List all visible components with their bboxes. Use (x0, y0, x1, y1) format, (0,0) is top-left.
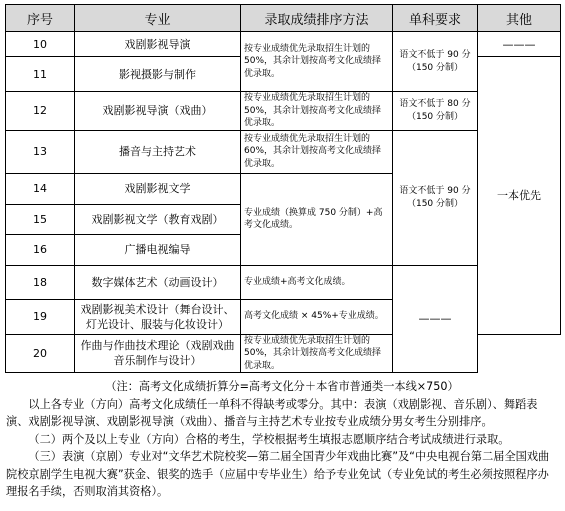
method-cell: 高考文化成绩 × 45%+专业成绩。 (241, 299, 393, 334)
row-major: 戏剧影视文学 (75, 173, 241, 204)
note-paragraph-2: （二）两个及以上专业（方向）合格的考生，学校根据考生填报志愿顺序结合考试成绩进行录取。 (28, 432, 510, 446)
table-row (6, 92, 561, 131)
row-number: 13 (6, 130, 75, 173)
requirement-cell: 语文不低于 80 分（150 分制） (393, 92, 478, 131)
method-cell: 专业成绩（换算成 750 分制）+高考文化成绩。 (241, 173, 393, 265)
row-number: 11 (6, 57, 75, 92)
row-number: 16 (6, 234, 75, 265)
row-number: 12 (6, 92, 75, 131)
row-major: 数字媒体艺术（动画设计） (75, 265, 241, 299)
row-number: 18 (6, 265, 75, 299)
row-number: 10 (6, 32, 75, 57)
header-major: 专业 (75, 5, 241, 32)
row-number: 20 (6, 334, 75, 373)
notes-section (6, 378, 558, 501)
requirement-dash: ——— (393, 265, 478, 373)
method-cell: 按专业成绩优先录取招生计划的 50%，其余计划按高考文化成绩择优录取。 (241, 32, 393, 92)
method-cell: 按专业成绩优先录取招生计划的 50%，其余计划按高考文化成绩择优录取。 (241, 334, 393, 373)
row-major: 播音与主持艺术 (75, 130, 241, 173)
method-cell: 专业成绩+高考文化成绩。 (241, 265, 393, 299)
header-method: 录取成绩排序方法 (241, 5, 393, 32)
row-major: 广播电视编导 (75, 234, 241, 265)
table-row (6, 32, 561, 57)
requirement-cell: 语文不低于 90 分（150 分制） (393, 32, 478, 92)
note-paragraph-1: 以上各专业（方向）高考文化成绩任一单科不得缺考或零分。其中：表演（戏剧影视、音乐剧）、舞蹈表演、戏剧影视导演、戏剧影视导演（戏曲）、播音与主持艺术专业按专业成绩分男女考生分别排序。 (6, 397, 538, 428)
table-row (6, 265, 561, 299)
table-header-row (6, 5, 561, 32)
requirement-cell: 语文不低于 90 分（150 分制） (393, 130, 478, 265)
row-major: 戏剧影视文学（教育戏剧） (75, 204, 241, 234)
formula-note: （注：高考文化成绩折算分=高考文化分＋本省市普通类一本线×750） (105, 380, 459, 393)
other-priority: 一本优先 (478, 57, 561, 335)
method-cell: 按专业成绩优先录取招生计划的 60%，其余计划按高考文化成绩择优录取。 (241, 130, 393, 173)
row-number: 19 (6, 299, 75, 334)
row-major: 作曲与作曲技术理论（戏剧戏曲音乐制作与设计） (75, 334, 241, 373)
row-major: 戏剧影视美术设计（舞台设计、灯光设计、服装与化妆设计） (75, 299, 241, 334)
header-requirement: 单科要求 (393, 5, 478, 32)
table-row (6, 130, 561, 173)
header-seq: 序号 (6, 5, 75, 32)
admission-table (5, 4, 561, 373)
row-number: 14 (6, 173, 75, 204)
header-other: 其他 (478, 5, 561, 32)
row-major: 影视摄影与制作 (75, 57, 241, 92)
row-number: 15 (6, 204, 75, 234)
note-paragraph-3: （三）表演（京剧）专业对“文华艺术院校奖—第二届全国青少年戏曲比赛”及“中央电视台第二届全国戏曲院校京剧学生电视大赛”获金、银奖的选手（应届中专毕业生）给予专业免试（专业免试的考生必须按照程序办理报名手续，否则取消其资格）。 (6, 450, 550, 498)
other-dash: ——— (478, 32, 561, 57)
method-cell: 按专业成绩优先录取招生计划的 50%，其余计划按高考文化成绩择优录取。 (241, 92, 393, 131)
row-major: 戏剧影视导演（戏曲） (75, 92, 241, 131)
row-major: 戏剧影视导演 (75, 32, 241, 57)
